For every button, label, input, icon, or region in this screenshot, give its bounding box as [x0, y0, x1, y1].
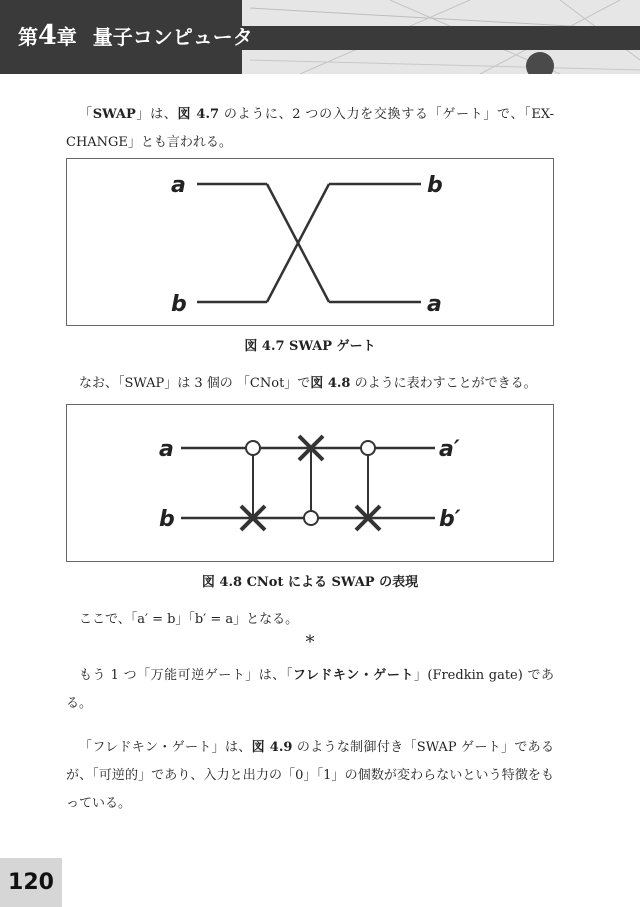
chapter-bar: [242, 26, 640, 50]
fig47-output-a-label: a: [427, 292, 442, 317]
fig47-output-b-label: b: [427, 173, 443, 198]
figure-4-7: [66, 158, 554, 326]
fig47-input-b-label: b: [171, 292, 187, 317]
para3-text: ここで、「a′ = b」「b′ = a」となる。: [79, 612, 299, 627]
fig47-input-a-label: a: [171, 173, 186, 198]
chapter-prefix: 第: [18, 25, 38, 49]
figure-4-7-caption: 図 4.7 SWAP ゲート: [244, 339, 376, 354]
para4-after: 」(Fredkin gate) である。: [66, 668, 554, 711]
page-header: [0, 0, 640, 74]
para1-quote: 「: [79, 107, 93, 122]
chapter-suffix: 章: [56, 25, 77, 49]
fig48-input-a-label: a: [159, 437, 174, 462]
paragraph-cnot-representation: [66, 370, 554, 398]
cnot-swap-diagram: [67, 405, 553, 561]
para2-before: なお、「SWAP」は 3 個の 「CNot」で: [79, 376, 311, 391]
paragraph-fredkin-intro: [66, 662, 554, 718]
figure-4-8: [66, 404, 554, 562]
swap-gate-diagram: [67, 159, 553, 325]
para5-before: 「フレドキン・ゲート」は、: [79, 740, 252, 755]
para1-figref: 図 4.7: [177, 107, 220, 122]
page-number: 120: [0, 858, 62, 907]
para2-figref: 図 4.8: [310, 376, 351, 391]
paragraph-fredkin-description: [66, 734, 554, 818]
section-separator: *: [305, 632, 315, 653]
fig48-input-b-label: b: [159, 507, 175, 532]
para1-term: SWAP: [92, 107, 136, 122]
para4-before: もう 1 つ「万能可逆ゲート」は、「: [79, 668, 293, 683]
paragraph-swap-intro: [66, 101, 554, 157]
paragraph-equality: [66, 606, 554, 634]
chapter-number: 4: [38, 20, 57, 51]
chapter-title: [18, 20, 253, 51]
para5-figref: 図 4.9: [251, 740, 293, 755]
para2-after: のように表わすことができる。: [350, 376, 537, 391]
para5-after: のような制御付き「SWAP ゲート」であるが、「可逆的」であり、入力と出力の「0」「1」の個数が変わらないという特徴をもっている。: [66, 740, 554, 811]
figure-4-8-caption: 図 4.8 CNot による SWAP の表現: [201, 575, 419, 590]
fig48-output-a-prime-label: a′: [439, 437, 460, 462]
para4-term: フレドキン・ゲート: [292, 668, 414, 683]
fig48-output-b-prime-label: b′: [439, 507, 461, 532]
para1-rest: のように、2 つの入力を交換する「ゲート」で、「EX-CHANGE」とも言われる。: [66, 107, 554, 150]
chapter-name: 量子コンピュータ: [92, 25, 253, 49]
para1-mid: 」は、: [135, 107, 178, 122]
